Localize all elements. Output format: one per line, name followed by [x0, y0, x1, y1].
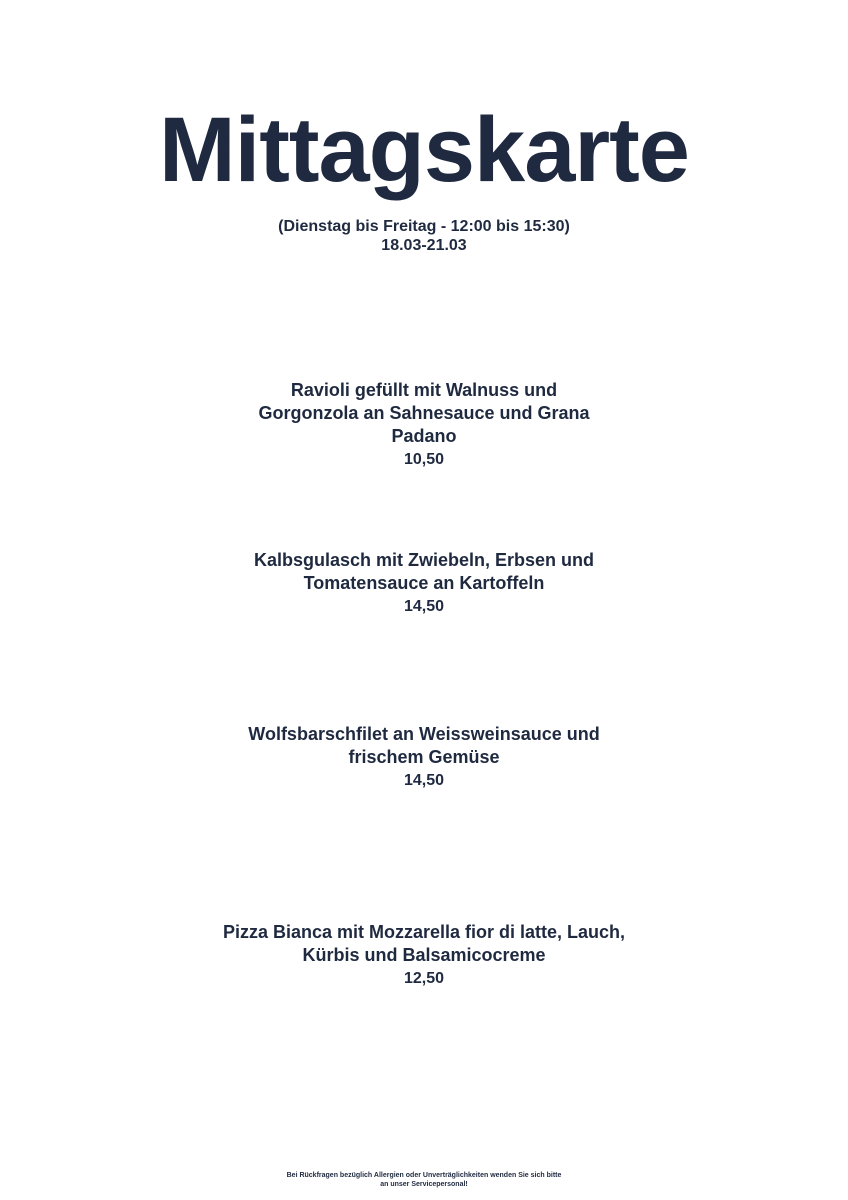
- menu-item: [0, 723, 848, 793]
- dish-name-line: Pizza Bianca mit Mozzarella fior di latte, Lauch,: [222, 922, 626, 942]
- date-range: 18.03-21.03: [381, 237, 467, 254]
- dish-name: [0, 921, 848, 967]
- dish-name-line: frischem Gemüse: [348, 747, 500, 767]
- dish-name-line: Gorgonzola an Sahnesauce und Grana: [258, 403, 590, 423]
- menu-item: [0, 921, 848, 991]
- dish-name-line: Tomatensauce an Kartoffeln: [303, 573, 545, 593]
- dish-price: 14,50: [403, 772, 445, 789]
- serving-hours: (Dienstag bis Freitag - 12:00 bis 15:30): [278, 218, 570, 235]
- dish-name-line: Kürbis und Balsamicocreme: [302, 945, 546, 965]
- dish-name: [0, 379, 848, 448]
- allergy-notice-line: Bei Rückfragen bezüglich Allergien oder Unverträglichkeiten wenden Sie sich bitte: [286, 1172, 562, 1179]
- menu-subtitle: [0, 217, 848, 255]
- dish-name: [0, 549, 848, 595]
- dish-name-line: Wolfsbarschfilet an Weissweinsauce und: [248, 724, 600, 744]
- allergy-notice: [0, 1171, 848, 1189]
- page-title: Mittagskarte: [159, 99, 689, 201]
- dish-price: 14,50: [403, 598, 445, 615]
- dish-name-line: Kalbsgulasch mit Zwiebeln, Erbsen und: [253, 550, 595, 570]
- menu-item: [0, 379, 848, 472]
- dish-price: 10,50: [403, 451, 445, 468]
- allergy-notice-line: an unser Servicepersonal!: [380, 1181, 468, 1188]
- dish-name-line: Padano: [391, 426, 457, 446]
- dish-name-line: Ravioli gefüllt mit Walnuss und: [290, 380, 558, 400]
- dish-price: 12,50: [403, 970, 445, 987]
- menu-item: [0, 549, 848, 619]
- dish-name: [0, 723, 848, 769]
